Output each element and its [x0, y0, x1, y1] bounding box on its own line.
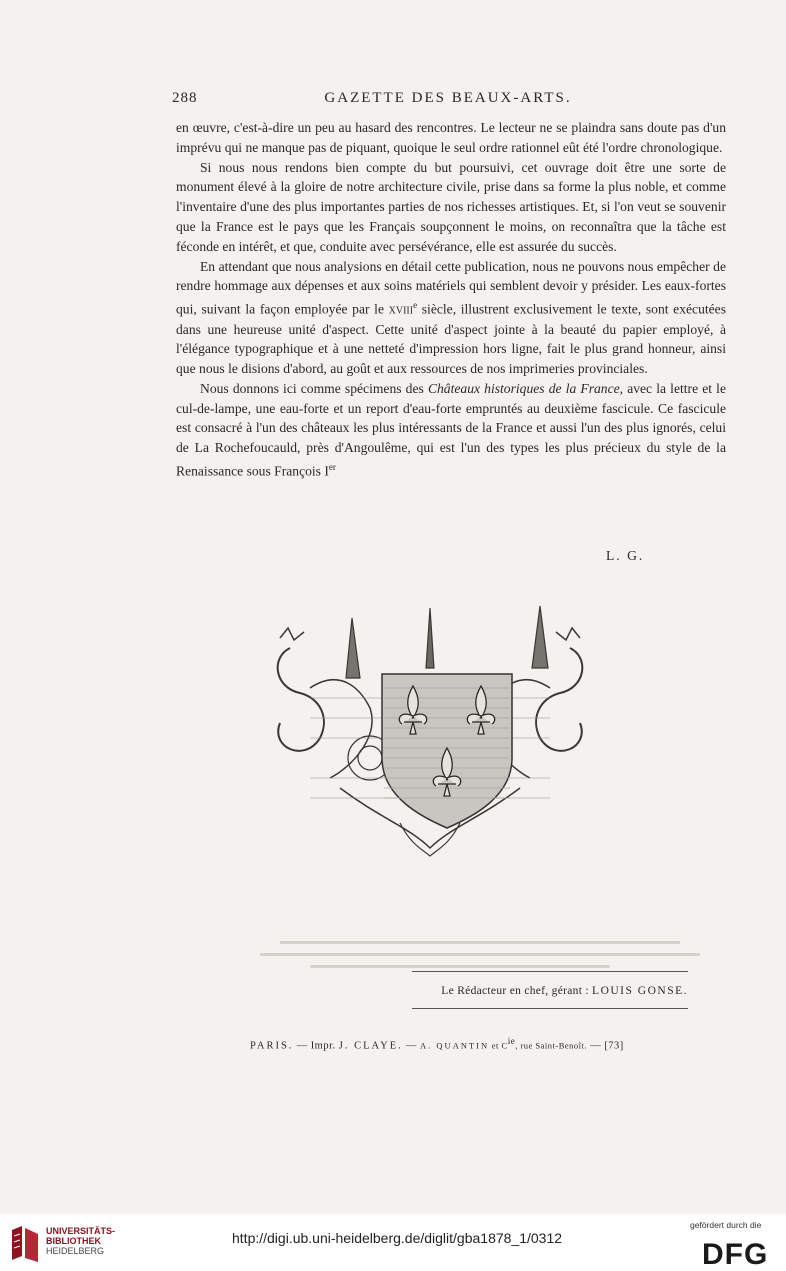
library-name-line-2: BIBLIOTHEK — [46, 1236, 101, 1246]
paragraph-1 — [176, 118, 726, 158]
library-name-line-3: HEIDELBERG — [46, 1246, 105, 1256]
editor-credit — [412, 985, 688, 997]
book-title-italic: Châteaux historiques de la France, — [427, 380, 624, 396]
running-title: GAZETTE DES BEAUX-ARTS. — [324, 90, 572, 106]
university-library-logo-icon[interactable] — [8, 1222, 42, 1264]
paragraph-2-text: Si nous nous rendons bien compte du but poursuivi, cet ouvrage doit être une sorte de monument élevé à la gloire de notre architecture civile, prise dans sa forme la plus noble, et comme l'inventaire d'une des plus importantes parties de nos richesses artistiques. Et, si l'on veut se souvenir que la France est le pays que les Français soupçonnent le moins, on reconnaîtra que la tâche est féconde en intérêt, et que, conduite avec persévérance, elle est assurée du succès. — [176, 159, 726, 254]
imprint-city: PARIS. — [250, 1040, 294, 1052]
library-name-line-1: UNIVERSITÄTS- — [46, 1226, 116, 1236]
paragraph-3-text-before: En attendant que nous analysions en détail cette publication, nous ne pouvons nous empêcher de rendre hommage aux dépenses et aux soins matériels qui semblent devoir y présider. Les eaux-fortes qui, suivant la façon employée par le — [176, 258, 726, 317]
paragraph-3-text-after: siècle, illustrent exclusivement le texte, sont exécutées dans une heureuse unité d'aspect. Cette unité d'aspect jointe à la beauté du papier employé, à l'élégance typographique et à une netteté d'impression hors ligne, fait le plus grand honneur, ainsi que nous le disions d'abord, au goût et aux ressources de nos imprimeries provinciales. — [176, 301, 726, 377]
century-numeral: xviii — [388, 301, 414, 317]
fleur-de-lis-coat-of-arms-icon — [250, 598, 610, 858]
dfg-logo-text: DFG — [702, 1238, 769, 1268]
imprint-code: [73] — [604, 1040, 624, 1052]
page-header — [170, 90, 726, 114]
body-text — [176, 118, 726, 481]
paragraph-2 — [176, 158, 726, 257]
sponsor-label: gefördert durch die — [690, 1220, 762, 1230]
editor-title: Le Rédacteur en chef, gérant : — [441, 985, 593, 997]
ordinal-superscript: er — [328, 462, 336, 473]
viewer-footer-bar — [0, 1214, 786, 1271]
author-signature: L. G. — [606, 548, 645, 563]
imprint-printer: J. CLAYE. — [338, 1040, 403, 1052]
editor-name: LOUIS GONSE. — [592, 985, 688, 997]
paragraph-4 — [176, 379, 726, 482]
paragraph-4-text-before: Nous donnons ici comme spécimens des — [200, 380, 428, 396]
imprint-address: , rue Saint-Benoît. — [515, 1040, 588, 1051]
dfg-logo-icon[interactable] — [700, 1234, 778, 1268]
imprint-et-superscript: ie — [507, 1036, 516, 1046]
imprint-separator: — — [587, 1040, 605, 1052]
faint-plate-show-through — [250, 935, 710, 985]
library-name — [46, 1226, 115, 1256]
imprint-publisher: A. QUANTIN — [420, 1040, 490, 1051]
paragraph-3 — [176, 257, 726, 379]
imprint-et: et C — [489, 1040, 508, 1051]
century-superscript: e — [413, 300, 418, 311]
paragraph-1-text: en œuvre, c'est-à-dire un peu au hasard des rencontres. Le lecteur ne se plaindra sans doute pas d'un imprévu qui ne manque pas de piquant, quoique le seul ordre rationnel eût été l'ordre chronologique. — [176, 120, 726, 155]
imprint-separator: — — [402, 1040, 421, 1052]
top-rule — [412, 971, 688, 972]
printer-imprint — [250, 1036, 686, 1052]
paragraph-4-text-after: avec la lettre et le cul-de-lampe, une eau-forte et un report d'eau-forte empruntés au deuxième fascicule. Ce fascicule est consacré à l'un des châteaux les plus intéressants de la France et aussi l'un des plus ignorés, celui de La Rochefoucauld, près d'Angoulême, qui est l'un des types les plus précieux du style de la Renaissance sous François I — [176, 380, 726, 479]
page-number: 288 — [172, 90, 198, 106]
permalink-url[interactable]: http://digi.ub.uni-heidelberg.de/diglit/gba1878_1/0312 — [232, 1230, 563, 1246]
imprint-separator: — Impr. — [293, 1040, 339, 1052]
bottom-rule — [412, 1008, 688, 1009]
